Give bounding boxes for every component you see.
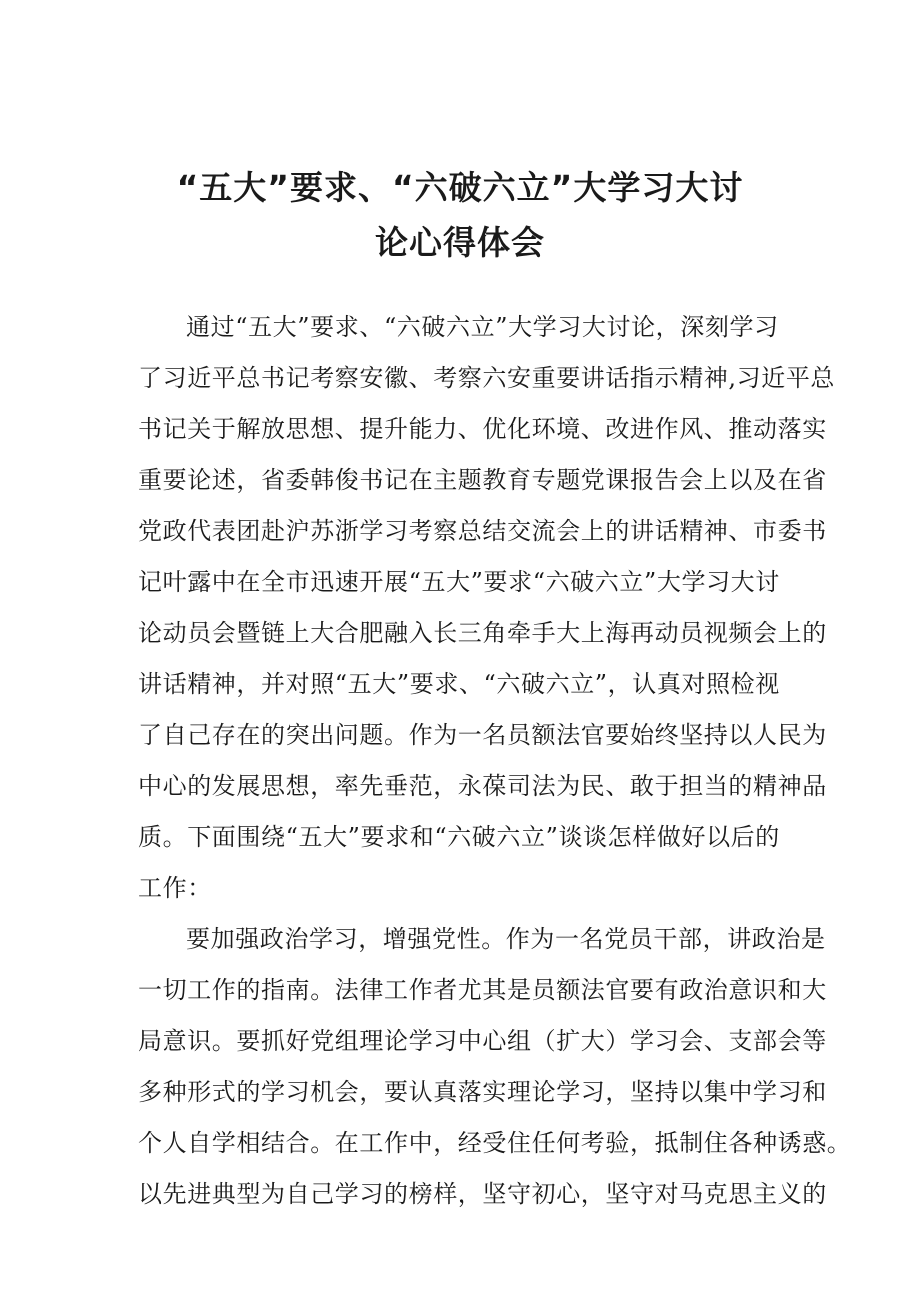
paragraph-line: 书记关于解放思想、提升能力、优化环境、改进作风、推动落实 (138, 415, 827, 443)
paragraph-line: 一切工作的指南。法律工作者尤其是员额法官要有政治意识和大 (138, 976, 827, 1004)
paragraph-line: 要加强政治学习，增强党性。作为一名党员干部，讲政治是 (186, 925, 826, 953)
paragraph-line: 中心的发展思想，率先垂范，永葆司法为民、敢于担当的精神品 (138, 772, 827, 800)
paragraph-line: 论动员会暨链上大合肥融入长三角牵手大上海再动员视频会上的 (138, 619, 827, 647)
paragraph-line: 多种形式的学习机会，要认真落实理论学习，坚持以集中学习和 (138, 1078, 827, 1106)
paragraph-line: 记叶露中在全市迅速开展“五大”要求“六破六立”大学习大讨 (138, 568, 780, 596)
paragraph-line: 了习近平总书记考察安徽、考察六安重要讲话指示精神,习近平总 (138, 364, 836, 392)
title-line: “五大”要求、“六破六立”大学习大讨 (176, 168, 744, 207)
paragraph-line: 质。下面围绕“五大”要求和“六破六立”谈谈怎样做好以后的 (138, 823, 780, 851)
paragraph-line: 局意识。要抓好党组理论学习中心组（扩大）学习会、支部会等 (138, 1027, 827, 1055)
paragraph-line: 党政代表团赴沪苏浙学习考察总结交流会上的讲话精神、市委书 (138, 517, 827, 545)
paragraph-line: 重要论述，省委韩俊书记在主题教育专题党课报告会上以及在省 (138, 466, 827, 494)
paragraph-line: 个人自学相结合。在工作中，经受住任何考验，抵制住各种诱惑。 (138, 1129, 852, 1157)
paragraph-line: 讲话精神，并对照“五大”要求、“六破六立”，认真对照检视 (138, 670, 780, 698)
title-line: 论心得体会 (375, 223, 545, 262)
paragraph-line: 工作： (138, 874, 212, 902)
paragraph-line: 以先进典型为自己学习的榜样，坚守初心，坚守对马克思主义的 (138, 1180, 827, 1208)
document-title (130, 160, 790, 270)
body-text (138, 302, 852, 1220)
paragraph-line: 了自己存在的突出问题。作为一名员额法官要始终坚持以人民为 (138, 721, 827, 749)
paragraph-line: 通过“五大”要求、“六破六立”大学习大讨论，深刻学习 (186, 313, 779, 341)
